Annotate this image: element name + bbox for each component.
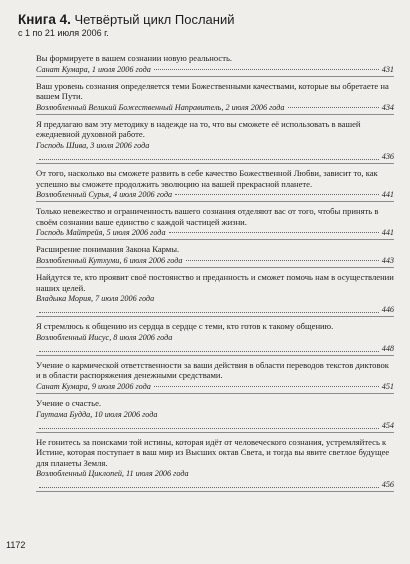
entry-author: Возлюбленный Кутхуми, 6 июля 2006 года	[36, 255, 183, 265]
entry-author: Возлюбленный Иисус, 8 июля 2006 года	[36, 332, 173, 342]
toc-entry	[36, 77, 394, 115]
leader-dots	[154, 386, 379, 387]
entry-author: Санат Кумара, 9 июля 2006 года	[36, 381, 151, 391]
leader-dots	[186, 260, 379, 261]
toc-entry	[36, 202, 394, 240]
entry-page: 431	[381, 64, 394, 74]
entry-page: 454	[381, 420, 394, 430]
entry-author: Санат Кумара, 1 июля 2006 года	[36, 64, 151, 74]
leader-dots	[154, 69, 379, 70]
entry-title: Учение о счастье.	[36, 397, 102, 408]
entry-page: 456	[381, 480, 394, 490]
entry-title: Я предлагаю вам эту методику в надежде на то, что вы сможете её использовать в вашей ежедневной духовной работе.	[36, 118, 361, 140]
entry-title: Найдутся те, кто проявит своё постоянство и преданность и сможет помочь нам в осуществлении наших целей.	[36, 271, 394, 293]
toc-entry	[36, 240, 394, 268]
entry-meta	[36, 102, 394, 113]
leader-dots	[169, 232, 379, 233]
entry-meta	[36, 381, 394, 392]
toc-entry	[36, 49, 394, 77]
entry-title: Ваш уровень сознания определяется теми Божественными качествами, которые вы обретаете на вашем Пути.	[36, 80, 389, 102]
leader-dots	[175, 194, 379, 195]
toc-entry	[36, 164, 394, 202]
entry-meta	[36, 409, 394, 431]
entry-page: 434	[381, 102, 394, 112]
entry-author: Возлюбленный Циклопей, 11 июля 2006 года	[36, 469, 189, 479]
entry-title: Расширение понимания Закона Кармы.	[36, 244, 180, 255]
toc-entry	[36, 268, 394, 317]
entry-author: Гаутама Будда, 10 июля 2006 года	[36, 409, 158, 419]
entry-title: От того, насколько вы сможете развить в себе качество Божественной Любви, зависит то, как успешно вы сможете продолжить эволюцию на вашей прекрасной планете.	[36, 167, 378, 189]
page-number: 1172	[6, 540, 26, 550]
toc-entry	[36, 394, 394, 433]
entry-author: Господь Майтрейя, 5 июля 2006 года	[36, 228, 166, 238]
book-header	[18, 12, 234, 38]
entry-author: Владыка Мория, 7 июля 2006 года	[36, 294, 155, 304]
entry-page: 441	[381, 228, 394, 238]
leader-dots	[39, 477, 379, 488]
entry-meta	[36, 189, 394, 200]
toc-entry	[36, 317, 394, 356]
book-label: Книга 4.	[18, 12, 71, 27]
leader-dots	[39, 302, 379, 313]
toc-entry	[36, 356, 394, 394]
leader-dots	[39, 341, 379, 352]
entry-title: Не гонитесь за поисками той истины, которая идёт от человеческого сознания, устремляйтесь к Истине, которая поступает в ваш мир из Высших октав Света, и тогда вы явите светлое будущее для планеты Земля.	[36, 436, 390, 468]
leader-dots	[288, 107, 379, 108]
toc-entry	[36, 433, 394, 493]
entry-title: Учение о кармической ответственности за ваши действия в области переводов текстов диктовок и в области распоряжения денежными средствами.	[36, 359, 389, 381]
leader-dots	[39, 418, 379, 429]
toc-entry	[36, 115, 394, 164]
entry-page: 443	[381, 255, 394, 265]
entry-page: 446	[381, 305, 394, 315]
entry-meta	[36, 64, 394, 75]
entry-author: Возлюбленный Великий Божественный Направитель, 2 июля 2006 года	[36, 102, 285, 112]
entry-page: 451	[381, 381, 394, 391]
entry-meta	[36, 140, 394, 162]
entry-page: 436	[381, 151, 394, 161]
entry-meta	[36, 227, 394, 238]
entry-author: Господь Шива, 3 июля 2006 года	[36, 140, 150, 150]
book-title	[18, 12, 234, 27]
entry-meta	[36, 468, 394, 490]
book-name: Четвёртый цикл Посланий	[74, 12, 235, 27]
entry-author: Возлюбленный Сурья, 4 июля 2006 года	[36, 190, 173, 200]
entry-meta	[36, 332, 394, 354]
date-range: с 1 по 21 июля 2006 г.	[18, 28, 109, 38]
entry-title: Я стремлюсь к общению из сердца в сердце с теми, кто готов к такому общению.	[36, 321, 334, 332]
entry-title: Вы формируете в вашем сознании новую реальность.	[36, 53, 233, 63]
entry-meta	[36, 293, 394, 315]
table-of-contents	[36, 49, 394, 492]
entry-page: 448	[381, 343, 394, 353]
entry-page: 441	[381, 190, 394, 200]
leader-dots	[39, 149, 379, 160]
entry-meta	[36, 255, 394, 266]
entry-title: Только невежество и ограниченность вашего сознания отделяют вас от того, чтобы принять в своём сознании ваше единство с каждой частицей жизни.	[36, 206, 379, 227]
